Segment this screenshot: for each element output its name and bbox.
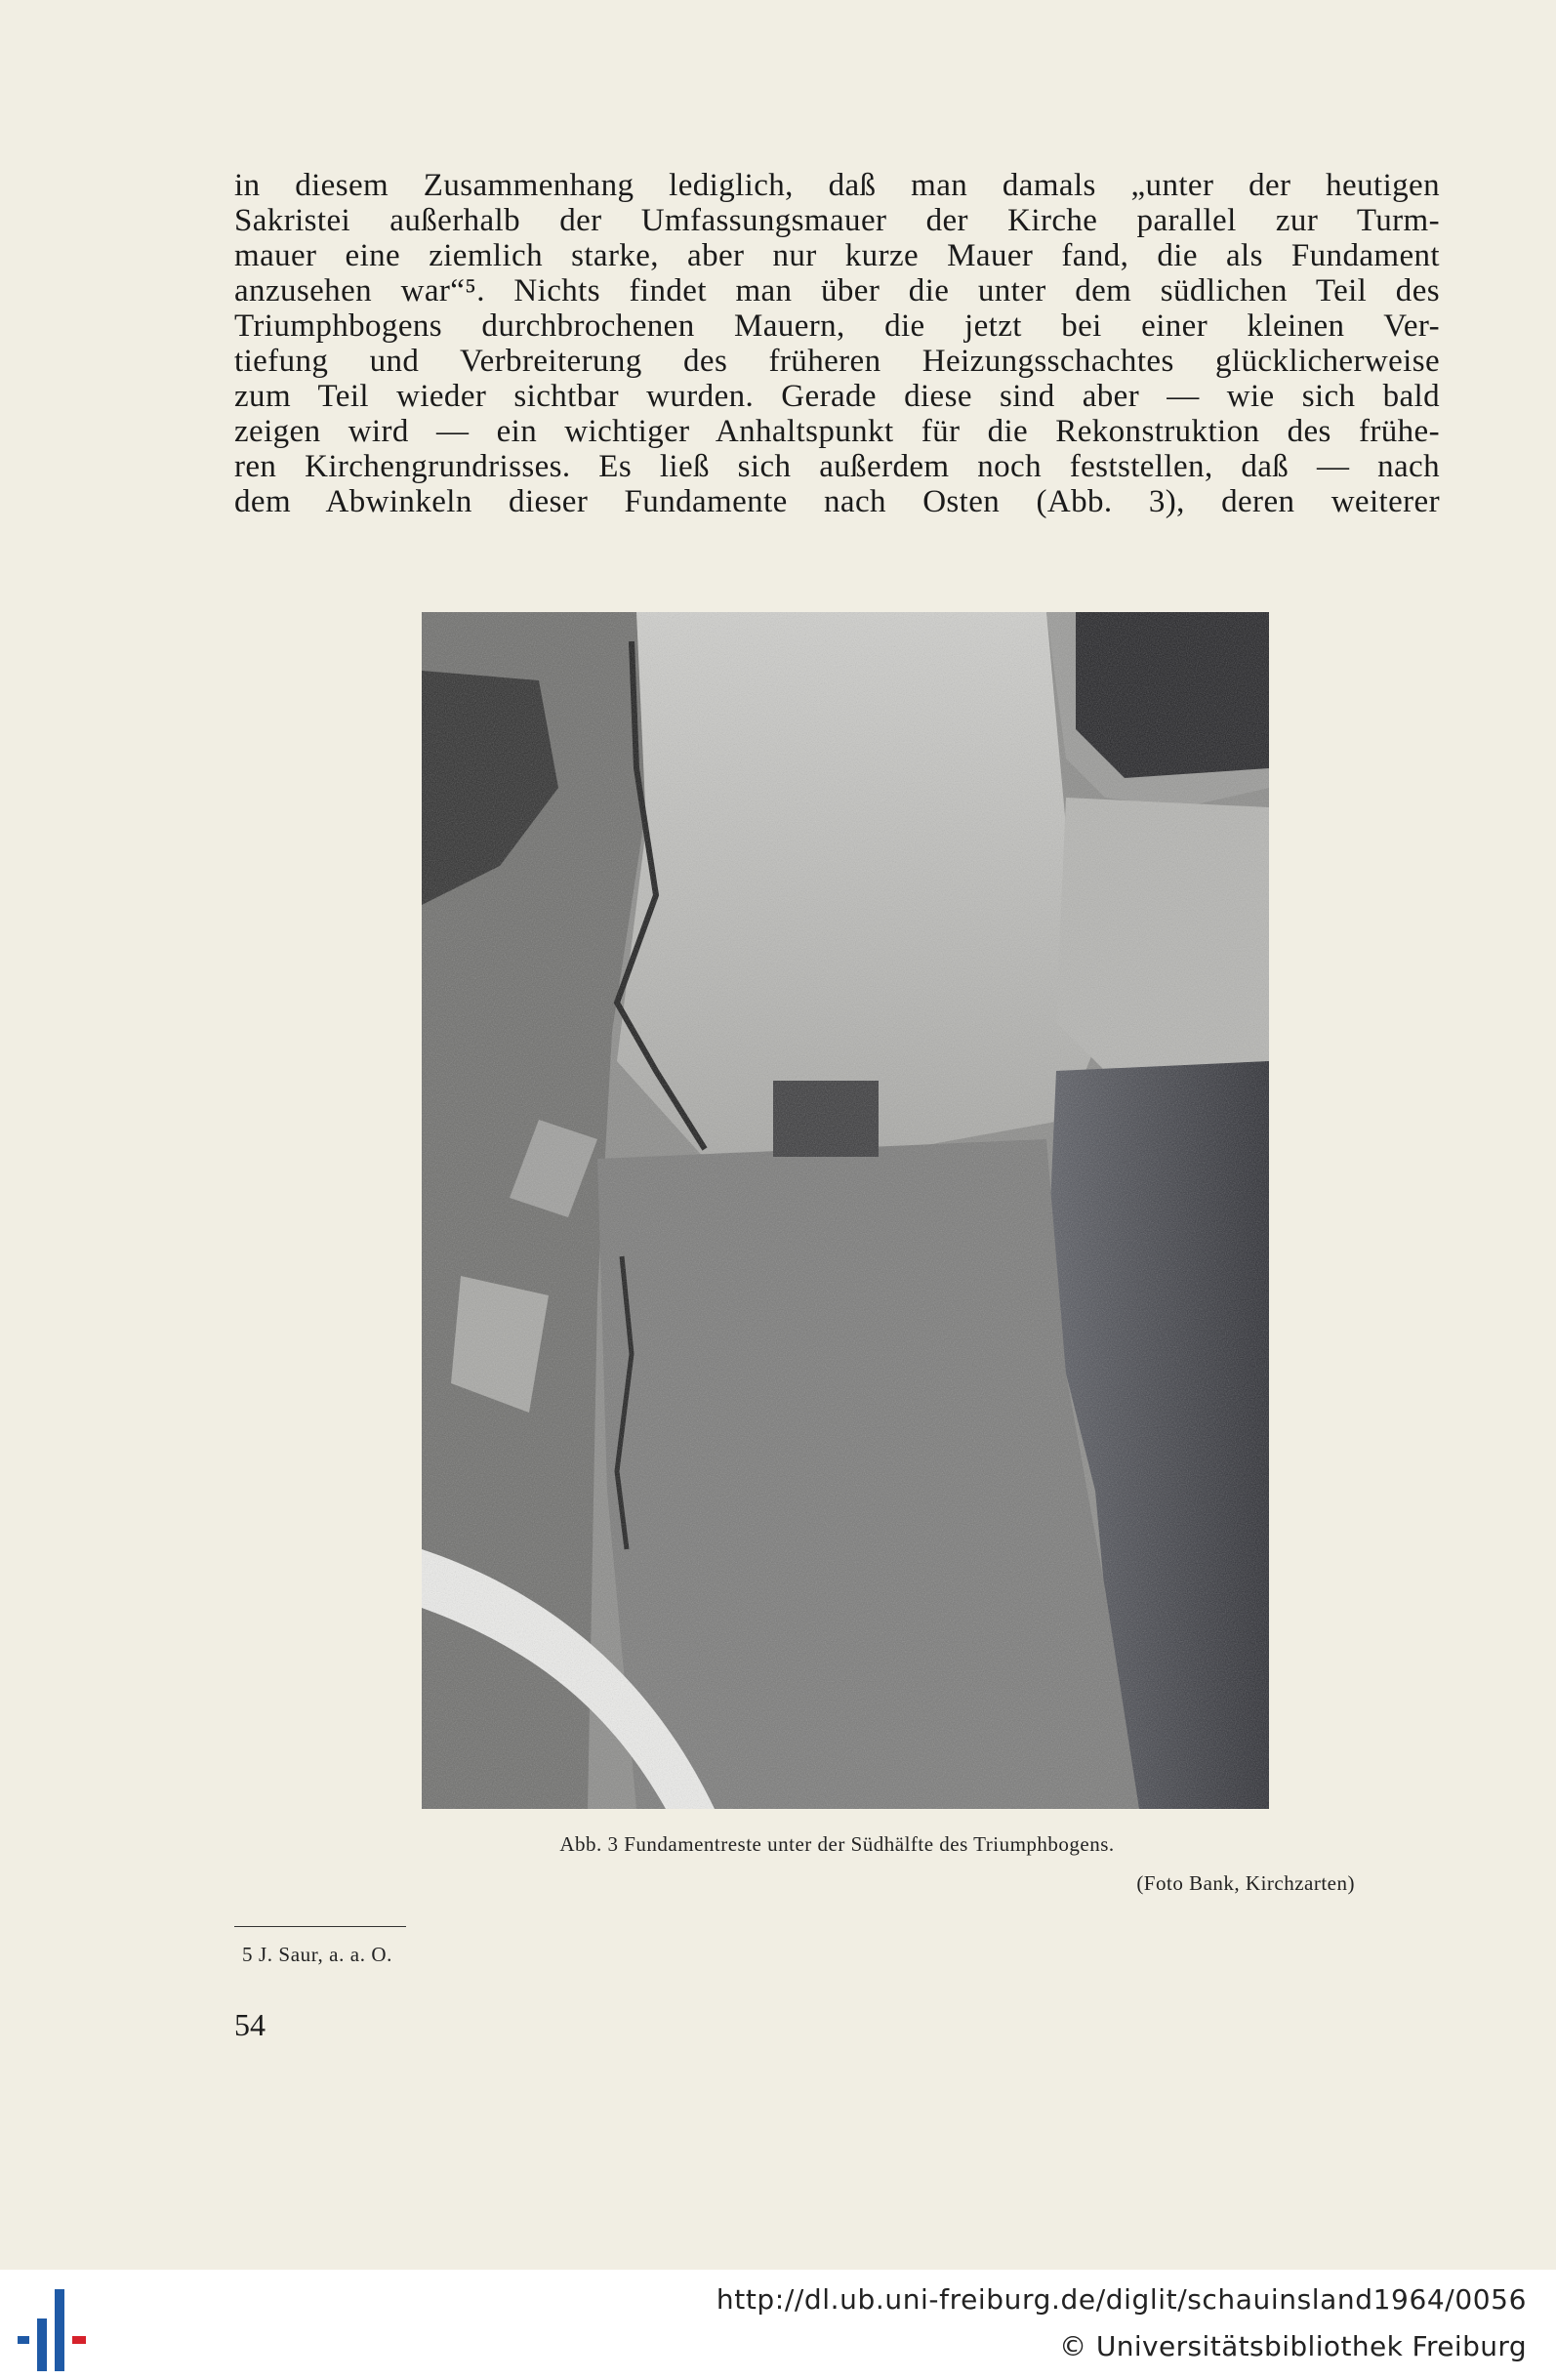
footer-bar xyxy=(0,2270,1556,2380)
logo-mark xyxy=(18,2336,29,2344)
body-line: anzusehen war“⁵. Nichts findet man über die unter dem südlichen Teil des xyxy=(234,273,1440,308)
footnote-divider xyxy=(234,1926,406,1927)
body-line: zeigen wird — ein wichtiger Anhaltspunkt für die Rekonstruktion des frühe- xyxy=(234,414,1440,449)
body-line: Triumphbogens durchbrochenen Mauern, die jetzt bei einer kleinen Ver- xyxy=(234,308,1440,344)
foundation-photo-drawing xyxy=(422,612,1269,1809)
body-line: Sakristei außerhalb der Umfassungsmauer der Kirche parallel zur Turm- xyxy=(234,203,1440,238)
permalink-url[interactable]: http://dl.ub.uni-freiburg.de/diglit/schauinsland1964/0056 xyxy=(716,2283,1527,2316)
body-line: zum Teil wieder sichtbar wurden. Gerade diese sind aber — wie sich bald xyxy=(234,379,1440,414)
copyright-notice: © Universitätsbibliothek Freiburg xyxy=(1059,2330,1527,2362)
body-line: tiefung und Verbreiterung des früheren Heizungsschachtes glücklicherweise xyxy=(234,344,1440,379)
logo-mark xyxy=(72,2336,86,2344)
body-line: ren Kirchengrundrisses. Es ließ sich außerdem noch feststellen, daß — nach xyxy=(234,449,1440,484)
figure-caption: Abb. 3 Fundamentreste unter der Südhälfte des Triumphbogens. xyxy=(559,1832,1115,1856)
logo-mark xyxy=(55,2289,64,2371)
page-number: 54 xyxy=(234,2007,266,2042)
logo-mark xyxy=(37,2318,47,2371)
body-line: dem Abwinkeln dieser Fundamente nach Osten (Abb. 3), deren weiterer xyxy=(234,484,1440,519)
photo-credit: (Foto Bank, Kirchzarten) xyxy=(1136,1871,1355,1895)
footnote: 5 J. Saur, a. a. O. xyxy=(242,1943,393,1966)
body-line: mauer eine ziemlich starke, aber nur kurze Mauer fand, die als Fundament xyxy=(234,238,1440,273)
body-text xyxy=(234,168,1440,519)
foundation-photo xyxy=(422,612,1269,1809)
university-library-logo xyxy=(18,2289,98,2371)
body-line: in diesem Zusammenhang lediglich, daß man damals „unter der heutigen xyxy=(234,168,1440,203)
